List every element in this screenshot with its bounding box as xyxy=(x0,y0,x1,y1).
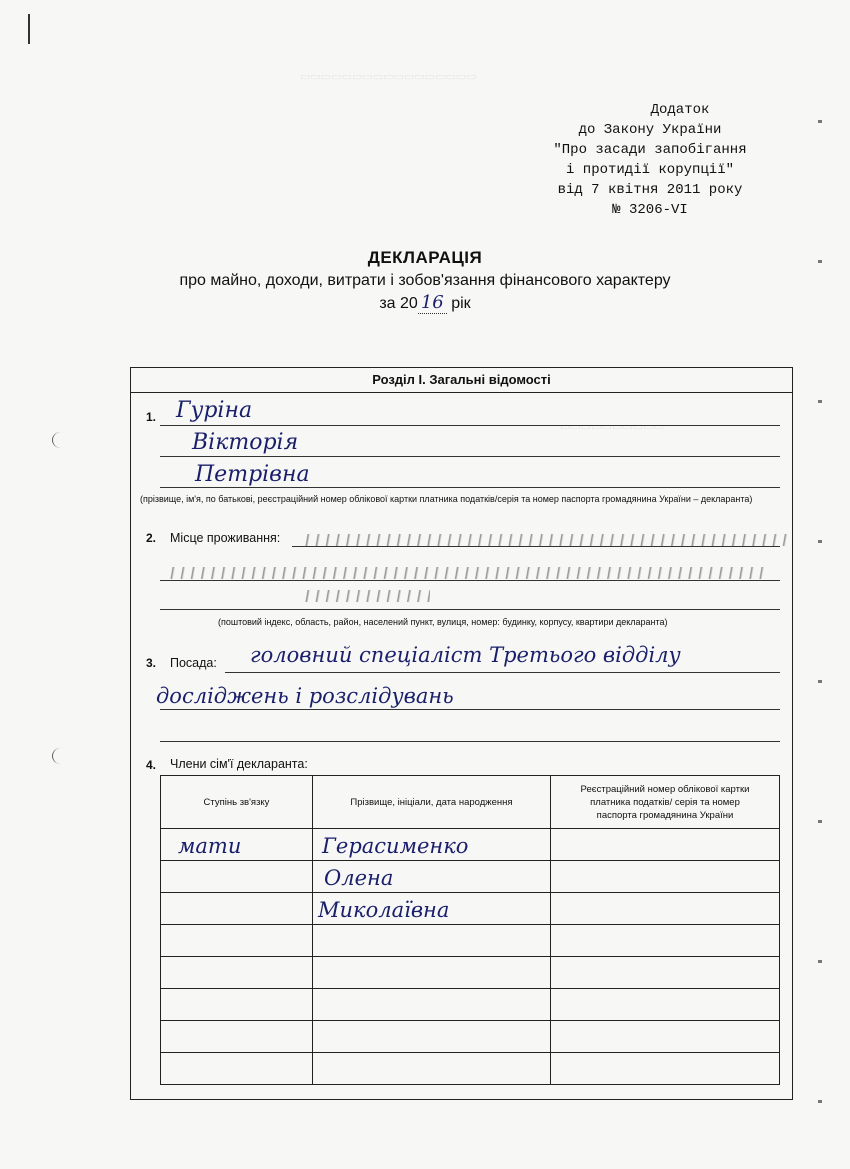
declaration-year xyxy=(0,292,850,313)
show-through: ▭▭▭▭▭▭▭▭▭▭ xyxy=(560,421,664,433)
family-surname: Герасименко xyxy=(322,834,469,858)
item3-number: 3. xyxy=(146,656,157,670)
item1-surname: Гуріна xyxy=(176,398,253,423)
year-prefix: за 20 xyxy=(379,295,418,312)
appendix-line: Додаток xyxy=(650,102,710,118)
show-through: ▭▭▭▭▭▭▭▭▭▭▭▭▭▭▭▭▭ xyxy=(300,71,477,83)
item3-label: Посада: xyxy=(170,656,217,670)
appendix-line: до Закону України xyxy=(578,122,722,138)
item3-line xyxy=(225,672,780,673)
edge-mark xyxy=(818,120,822,123)
edge-mark xyxy=(818,400,822,403)
appendix-line: № 3206-VI xyxy=(612,202,688,218)
redacted-address xyxy=(300,590,430,602)
column-header: Ступінь зв'язку xyxy=(161,776,313,829)
redacted-address xyxy=(300,534,790,546)
item2-line xyxy=(160,580,780,581)
punch-hole-mark xyxy=(52,432,69,448)
table-row xyxy=(161,957,780,989)
item1-note: (прізвище, ім'я, по батькові, реєстраційний номер облікової картки платника податків/серія та номер паспорта громадянина України – декларанта) xyxy=(140,494,753,504)
item2-line xyxy=(292,546,780,547)
table-row xyxy=(161,1021,780,1053)
item1-patronymic: Петрівна xyxy=(195,462,310,487)
table-row xyxy=(161,989,780,1021)
table-row xyxy=(161,1053,780,1085)
table-row xyxy=(161,829,780,861)
redacted-address xyxy=(165,567,765,579)
table-row xyxy=(161,893,780,925)
item1-first-name: Вікторія xyxy=(192,430,299,455)
item4-number: 4. xyxy=(146,758,157,772)
family-relation: мати xyxy=(178,834,242,858)
appendix-line: і протидії корупції" xyxy=(565,162,735,178)
table-row xyxy=(161,861,780,893)
item2-note: (поштовий індекс, область, район, населений пункт, вулиця, номер: будинку, корпусу, квартири декларанта) xyxy=(218,617,668,627)
edge-mark xyxy=(818,960,822,963)
appendix-line: "Про засади запобігання xyxy=(553,142,747,158)
edge-mark xyxy=(818,540,822,543)
appendix-block xyxy=(520,100,780,220)
family-first-name: Олена xyxy=(324,866,394,890)
column-header: Прізвище, ініціали, дата народження xyxy=(313,776,551,829)
table-row xyxy=(161,925,780,957)
page-subtitle: про майно, доходи, витрати і зобов'язання фінансового характеру xyxy=(179,272,671,289)
punch-hole-mark xyxy=(52,748,69,764)
item2-label: Місце проживання: xyxy=(170,531,281,545)
edge-mark xyxy=(818,680,822,683)
edge-mark xyxy=(818,820,822,823)
item2-line xyxy=(160,609,780,610)
item1-line xyxy=(160,487,780,488)
section-heading: Розділ І. Загальні відомості xyxy=(130,367,793,393)
item4-label: Члени сім'ї декларанта: xyxy=(170,757,308,771)
item3-line xyxy=(160,709,780,710)
margin-mark xyxy=(28,14,30,44)
item2-number: 2. xyxy=(146,531,157,545)
family-members-table xyxy=(160,775,780,1085)
edge-mark xyxy=(818,1100,822,1103)
family-patronymic: Миколаївна xyxy=(318,898,450,922)
year-suffix: рік xyxy=(451,295,471,312)
appendix-line: від 7 квітня 2011 року xyxy=(557,182,743,198)
item3-position-line1: головний спеціаліст Третього відділу xyxy=(250,643,681,667)
item1-line xyxy=(160,425,780,426)
year-handwritten: 16 xyxy=(418,292,447,314)
item1-number: 1. xyxy=(146,410,157,424)
page-title: ДЕКЛАРАЦІЯ xyxy=(367,248,483,267)
item3-position-line2: досліджень і розслідувань xyxy=(156,684,454,708)
item1-line xyxy=(160,456,780,457)
item3-line xyxy=(160,741,780,742)
column-header: Реєстраційний номер облікової картки платника податків/ серія та номер паспорта громадянина України xyxy=(551,776,780,829)
edge-mark xyxy=(818,260,822,263)
table-header-row xyxy=(161,776,780,829)
